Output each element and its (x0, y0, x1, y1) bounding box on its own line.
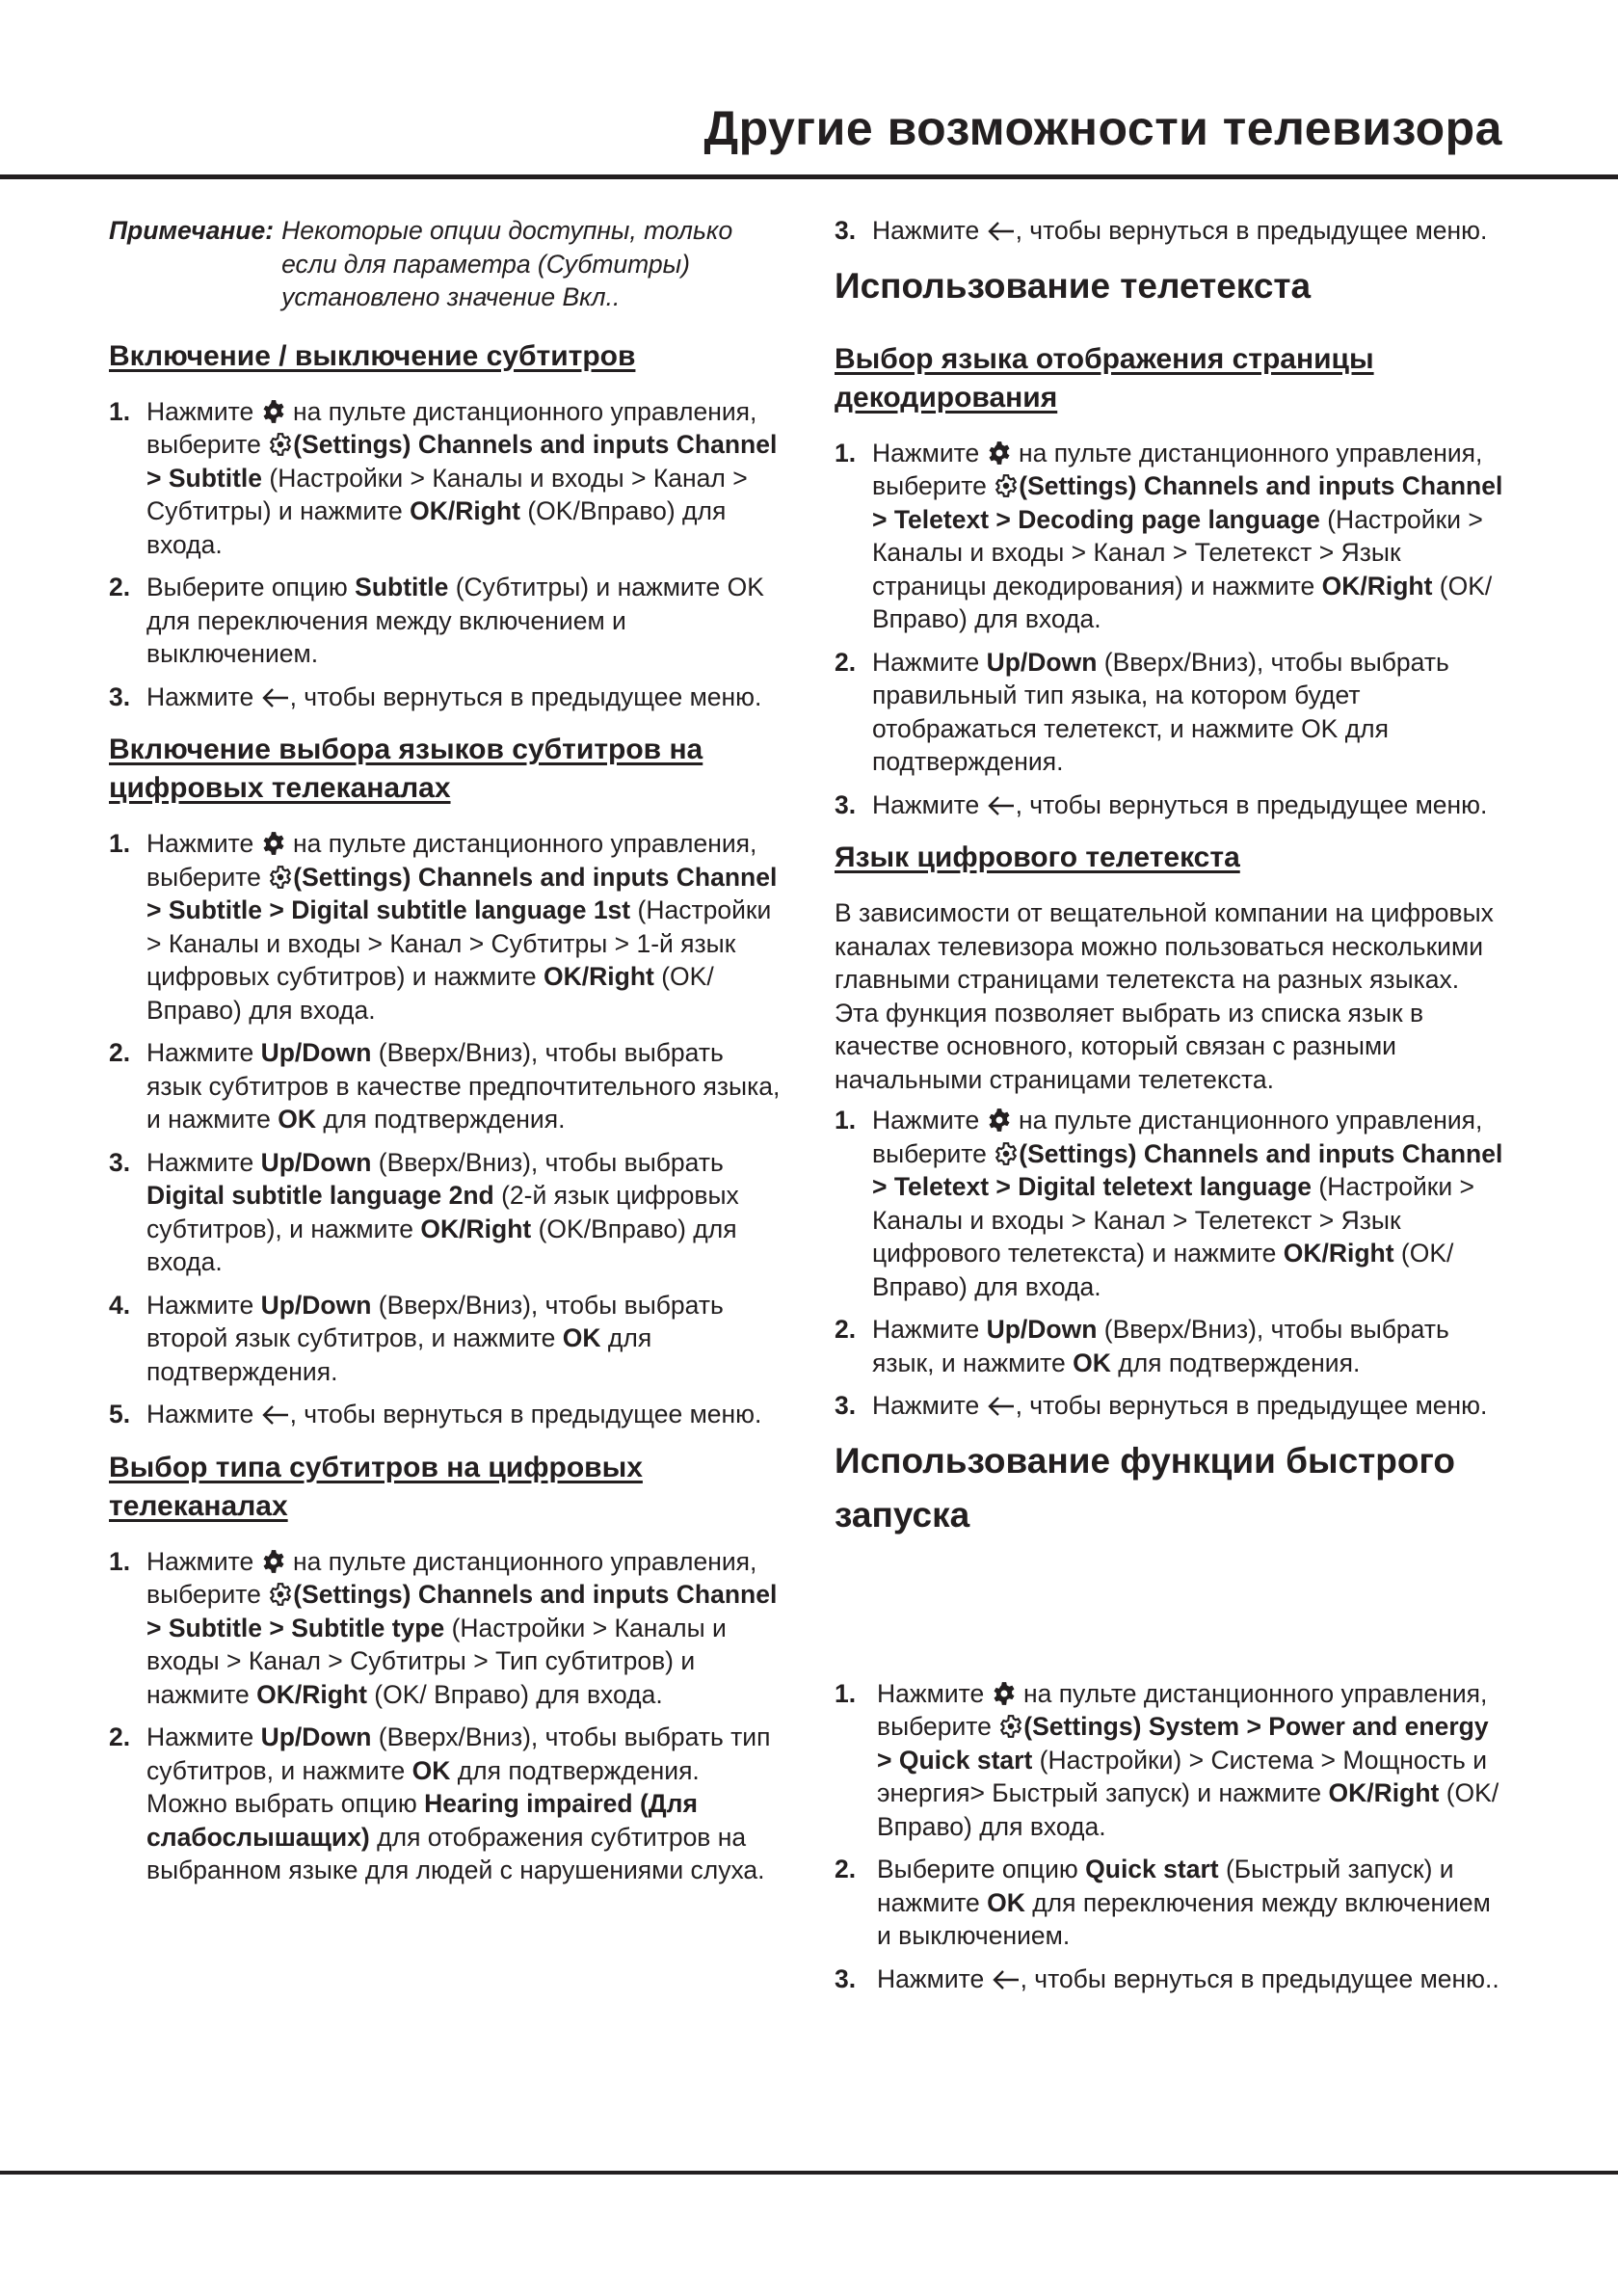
menu-path: Channel > Teletext > Decoding page language (872, 471, 1503, 534)
step-text: для подтверждения. (146, 1323, 652, 1386)
step-text: , чтобы вернуться в предыдущее меню. (1015, 789, 1488, 819)
back-arrow-icon (987, 1395, 1016, 1418)
settings-icon (994, 1141, 1019, 1166)
step-text: (Настройки) > Система > Мощность и энергия> Быстрый запуск) и нажмите (877, 1745, 1488, 1807)
step-number: 2. (109, 1722, 131, 1751)
step-item (109, 1545, 783, 1712)
step-text: (Вверх/Вниз), чтобы выбрать (378, 1147, 724, 1177)
step-number: 4. (109, 1290, 131, 1320)
step-text: (OK/Вправо) для входа. (872, 571, 1493, 633)
step-text: (OK/Вправо) для входа. (872, 1239, 1454, 1301)
step-text: Нажмите (872, 1391, 980, 1420)
menu-path: (Settings) (293, 862, 411, 892)
key-label: OK/Right (420, 1214, 532, 1243)
step-text: Нажмите (146, 396, 254, 426)
note (109, 214, 783, 314)
step-number: 1. (835, 1678, 857, 1708)
key-label: OK/Right (1283, 1239, 1394, 1268)
step-text: (Вверх/Вниз), чтобы выбрать язык субтитров в качестве предпочтительного языка, и нажмите (146, 1038, 781, 1134)
settings-icon (998, 1714, 1023, 1739)
key-label: Up/Down (260, 1038, 372, 1067)
key-label: OK (278, 1105, 316, 1134)
step-number: 1. (835, 1106, 857, 1135)
menu-path: (Settings) (1019, 1138, 1137, 1168)
menu-path: Channel > Teletext > Digital teletext language (872, 1138, 1503, 1201)
menu-path: (Settings) (293, 430, 411, 459)
steps-list (835, 1677, 1509, 1996)
step-text: Выберите опцию (146, 573, 348, 601)
key-label: OK/Right (256, 1679, 367, 1709)
header-rule (0, 174, 1618, 179)
step-text: (Субтитры) и нажмите OK для переключения между включением и выключением. (146, 573, 764, 668)
step-text: на пульте дистанционного управления, выберите (872, 438, 1483, 500)
step-item (109, 1721, 783, 1887)
chapter-heading: Использование функции быстрого запуска (835, 1440, 1456, 1535)
step-text: Нажмите (872, 647, 980, 677)
step-text: Нажмите (877, 1678, 985, 1708)
step-text: , чтобы вернуться в предыдущее меню.. (1020, 1963, 1499, 1993)
step-item (835, 214, 1509, 248)
step-text: (Настройки > Каналы и входы > Канал > Телетекст > Язык цифрового телетекста) и нажмите (872, 1172, 1475, 1268)
step-text: Нажмите (872, 216, 980, 245)
step-text: Нажмите (877, 1963, 985, 1993)
step-item (109, 571, 783, 671)
key-label: OK/Right (1321, 571, 1433, 601)
step-number: 1. (109, 396, 131, 426)
step-number: 3. (109, 1147, 131, 1177)
key-label: OK (411, 1755, 451, 1785)
spacer (835, 1569, 1509, 1677)
menu-path: Channels and inputs (1143, 471, 1395, 500)
step-text: (OK/Вправо) для входа. (877, 1778, 1499, 1841)
back-arrow-icon (992, 1968, 1021, 1991)
key-label: OK/Right (410, 496, 520, 525)
step-item (109, 395, 783, 562)
step-text: Нажмите (872, 438, 980, 467)
step-text: (Быстрый запуск) и нажмите (877, 1855, 1454, 1917)
step-text: Нажмите (146, 829, 254, 858)
step-text: (OK/ Вправо) для входа. (374, 1679, 663, 1709)
step-text: (Вверх/Вниз), чтобы выбрать тип субтитров, и нажмите (146, 1722, 771, 1785)
step-text: Нажмите (146, 1546, 254, 1576)
step-text: (OK/Вправо) для входа. (146, 496, 727, 559)
step-text: Нажмите (146, 681, 254, 711)
section-heading: Выбор типа субтитров на цифровых телеканалах (109, 1451, 643, 1522)
section-heading: Включение / выключение субтитров (109, 339, 636, 372)
right-column (835, 214, 1509, 2005)
option-label: Digital subtitle language 2nd (146, 1181, 494, 1210)
steps-list (835, 437, 1509, 822)
step-item (835, 1853, 1509, 1953)
section-heading: Выбор языка отображения страницы декодирования (835, 342, 1374, 414)
steps-list (835, 214, 1509, 248)
step-number: 2. (835, 1855, 857, 1883)
step-item (109, 1146, 783, 1279)
section-heading: Язык цифрового телетекста (835, 841, 1240, 873)
steps-list (109, 827, 783, 1431)
menu-path: Channel > Subtitle > Digital subtitle language 1st (146, 862, 778, 924)
settings-icon (268, 432, 293, 457)
key-label: OK (987, 1887, 1025, 1917)
settings-icon (268, 865, 293, 890)
key-label: OK (562, 1323, 601, 1352)
key-label: OK (1073, 1348, 1111, 1377)
step-item (109, 1036, 783, 1136)
menu-path: Channel > Subtitle > Subtitle type (146, 1580, 778, 1642)
step-text: (Настройки > Каналы и входы > Канал > Субтитры) и нажмите (146, 463, 748, 525)
section-heading: Включение выбора языков субтитров на цифровых телеканалах (109, 734, 703, 804)
steps-list (835, 1104, 1509, 1423)
gear-icon (261, 1549, 286, 1574)
back-arrow-icon (261, 1403, 290, 1427)
step-text: (2-й язык цифровых субтитров), и нажмите (146, 1181, 739, 1243)
step-text: на пульте дистанционного управления, выберите (146, 1546, 757, 1609)
step-item (835, 1962, 1509, 1996)
step-text: , чтобы вернуться в предыдущее меню. (1015, 216, 1488, 245)
steps-list (109, 395, 783, 714)
menu-path: (Settings) (1023, 1712, 1142, 1741)
step-text: на пульте дистанционного управления, выберите (146, 396, 757, 459)
step-text: на пульте дистанционного управления, выберите (872, 1106, 1483, 1168)
step-text: для подтверждения. (323, 1105, 566, 1134)
step-text: Нажмите (146, 1400, 254, 1428)
back-arrow-icon (987, 794, 1016, 817)
step-item (835, 1389, 1509, 1423)
step-text: , чтобы вернуться в предыдущее меню. (289, 681, 762, 711)
step-text: (OK/Вправо) для входа. (146, 962, 714, 1025)
settings-icon (268, 1582, 293, 1607)
key-label: OK/Right (1328, 1778, 1440, 1807)
step-text: на пульте дистанционного управления, выберите (877, 1678, 1488, 1741)
chapter-heading: Использование телетекста (835, 265, 1312, 306)
step-text: (OK/Вправо) для входа. (146, 1214, 737, 1276)
key-label: Up/Down (260, 1722, 372, 1751)
key-label: Up/Down (986, 1315, 1098, 1344)
menu-path: (Settings) (1019, 471, 1137, 500)
gear-icon (992, 1681, 1017, 1706)
gear-icon (261, 831, 286, 856)
step-text: Нажмите (872, 789, 980, 819)
step-text: Нажмите (872, 1106, 980, 1135)
step-text: Выберите опцию (877, 1855, 1078, 1883)
step-number: 2. (109, 1038, 131, 1067)
step-number: 3. (835, 1391, 857, 1420)
gear-icon (987, 1108, 1012, 1133)
step-item (109, 827, 783, 1027)
step-number: 1. (835, 438, 857, 467)
step-number: 3. (835, 1963, 857, 1993)
paragraph: В зависимости от вещательной компании на цифровых каналах телевизора можно пользоваться несколькими главными страницами телетекста на разных языках. Эта функция позволяет выбрать из списка язык в качестве основного, который связан с разными начальными страницами телетекста. (835, 898, 1494, 1094)
menu-path: Channels and inputs (417, 862, 670, 892)
step-number: 5. (109, 1400, 131, 1428)
step-text: (Вверх/Вниз), чтобы выбрать язык, и нажмите (872, 1315, 1449, 1377)
menu-path: Channels and inputs (417, 430, 670, 459)
option-label: Quick start (1085, 1855, 1219, 1883)
step-number: 3. (835, 789, 857, 819)
step-text: для подтверждения. (1118, 1348, 1361, 1377)
step-number: 2. (835, 647, 857, 677)
back-arrow-icon (261, 686, 290, 709)
step-text: (Настройки > Каналы и входы > Канал > Субтитры > 1-й язык цифровых субтитров) и нажмите (146, 895, 772, 991)
step-text: Нажмите (146, 1290, 254, 1320)
step-text: , чтобы вернуться в предыдущее меню. (289, 1400, 762, 1428)
step-number: 2. (835, 1315, 857, 1344)
step-item (835, 1313, 1509, 1379)
step-item (835, 437, 1509, 636)
menu-path: Channel > Subtitle (146, 430, 778, 493)
step-text: на пульте дистанционного управления, выберите (146, 829, 757, 892)
step-number: 2. (109, 573, 131, 601)
step-number: 1. (109, 1546, 131, 1576)
step-text: для подтверждения. Можно выбрать опцию (146, 1755, 700, 1818)
step-item (109, 1398, 783, 1431)
step-item (109, 681, 783, 714)
page-title: Другие возможности телевизора (703, 101, 1502, 155)
footer-rule (0, 2171, 1618, 2175)
step-item (835, 646, 1509, 779)
step-text: Нажмите (146, 1147, 254, 1177)
step-number: 3. (109, 681, 131, 711)
step-text: (Настройки > Каналы и входы > Канал > Телетекст > Язык страницы декодирования) и нажмите (872, 504, 1483, 601)
step-text: (Настройки > Каналы и входы > Канал > Субтитры > Тип субтитров) и нажмите (146, 1613, 727, 1709)
step-item (835, 788, 1509, 822)
steps-list (109, 1545, 783, 1887)
menu-path: Channels and inputs (1143, 1138, 1395, 1168)
option-label: Hearing impaired (Для слабослышащих) (146, 1789, 698, 1852)
key-label: Up/Down (986, 647, 1098, 677)
step-item (835, 1104, 1509, 1303)
gear-icon (987, 441, 1012, 466)
step-text: , чтобы вернуться в предыдущее меню. (1015, 1391, 1488, 1420)
key-label: Up/Down (260, 1290, 372, 1320)
menu-path: (Settings) (293, 1580, 411, 1609)
key-label: OK/Right (544, 962, 654, 991)
left-column (109, 214, 783, 1897)
note-text: Некоторые опции доступны, только если для параметра (Субтитры) установлено значение Вкл.. (281, 216, 733, 311)
step-text: Нажмите (146, 1722, 254, 1751)
step-text: (Вверх/Вниз), чтобы выбрать второй язык субтитров, и нажмите (146, 1290, 724, 1352)
settings-icon (994, 473, 1019, 498)
menu-path: System > Power and energy > Quick start (877, 1712, 1489, 1775)
note-label: Примечание: (109, 216, 275, 245)
step-number: 3. (835, 216, 857, 245)
gear-icon (261, 399, 286, 424)
step-number: 1. (109, 829, 131, 858)
step-text: Нажмите (146, 1038, 254, 1067)
step-item (835, 1677, 1509, 1844)
menu-path: Channels and inputs (417, 1580, 670, 1609)
step-text: Нажмите (872, 1315, 980, 1344)
option-label: Subtitle (355, 573, 449, 601)
step-text: для отображения субтитров на выбранном языке для людей с нарушениями слуха. (146, 1822, 765, 1884)
back-arrow-icon (987, 220, 1016, 243)
key-label: Up/Down (260, 1147, 372, 1177)
step-item (109, 1289, 783, 1389)
step-text: (Вверх/Вниз), чтобы выбрать правильный тип языка, на котором будет отображаться телетекст, и нажмите OK для подтверждения. (872, 647, 1449, 776)
step-text: для переключения между включением и выключением. (877, 1887, 1491, 1950)
